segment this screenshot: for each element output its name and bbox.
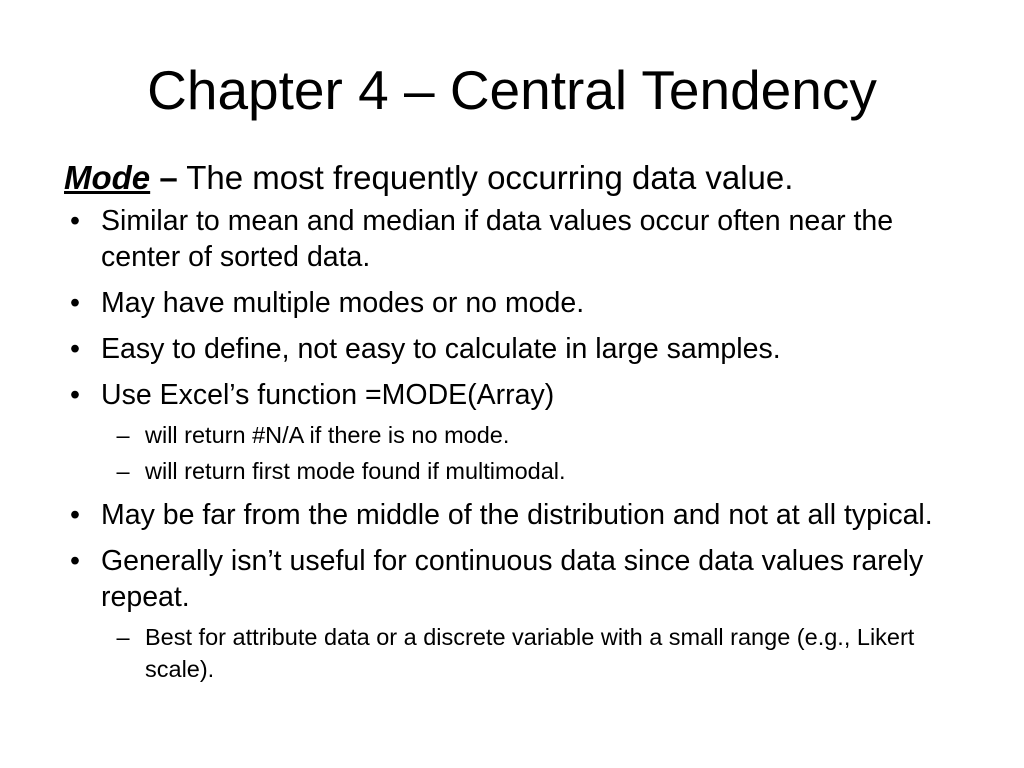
definition-text: The most frequently occurring data value. — [177, 159, 794, 196]
bullet-marker: • — [70, 379, 80, 412]
bullet-text: Similar to mean and median if data values occur often near the center of sorted data. — [101, 205, 894, 274]
definition-dash: – — [159, 159, 178, 196]
slide-body — [64, 160, 964, 695]
sub-bullet-marker: – — [116, 422, 130, 449]
bullet-marker: • — [70, 545, 80, 578]
bullet-marker: • — [70, 287, 80, 320]
bullet-text: Use Excel’s function =MODE(Array) — [101, 379, 555, 412]
sub-bullet-marker: – — [116, 458, 130, 485]
bullet-marker: • — [70, 333, 80, 366]
sub-bullet-item — [101, 419, 964, 451]
bullet-item — [64, 331, 964, 367]
bullet-list — [64, 203, 964, 685]
sub-bullet-list — [101, 621, 964, 685]
sub-bullet-text: Best for attribute data or a discrete variable with a small range (e.g., Likert scale). — [145, 624, 915, 683]
sub-bullet-text: will return #N/A if there is no mode. — [145, 422, 510, 449]
mode-definition — [64, 160, 964, 196]
bullet-item — [64, 285, 964, 321]
sub-bullet-item — [101, 621, 964, 685]
slide-title: Chapter 4 – Central Tendency — [147, 59, 877, 121]
sub-bullet-item — [101, 455, 964, 487]
bullet-item — [64, 497, 964, 533]
sub-bullet-text: will return first mode found if multimodal. — [145, 458, 566, 485]
sub-bullet-marker: – — [116, 624, 130, 651]
definition-term: Mode — [64, 159, 151, 196]
sub-bullet-list — [101, 419, 964, 487]
bullet-item — [64, 203, 964, 275]
bullet-text: Generally isn’t useful for continuous data since data values rarely repeat. — [101, 545, 924, 614]
bullet-item — [64, 377, 964, 487]
bullet-text: Easy to define, not easy to calculate in large samples. — [101, 333, 781, 366]
bullet-text: May have multiple modes or no mode. — [101, 287, 585, 320]
bullet-item — [64, 543, 964, 685]
bullet-marker: • — [70, 205, 80, 238]
bullet-marker: • — [70, 499, 80, 532]
bullet-text: May be far from the middle of the distribution and not at all typical. — [101, 499, 933, 532]
